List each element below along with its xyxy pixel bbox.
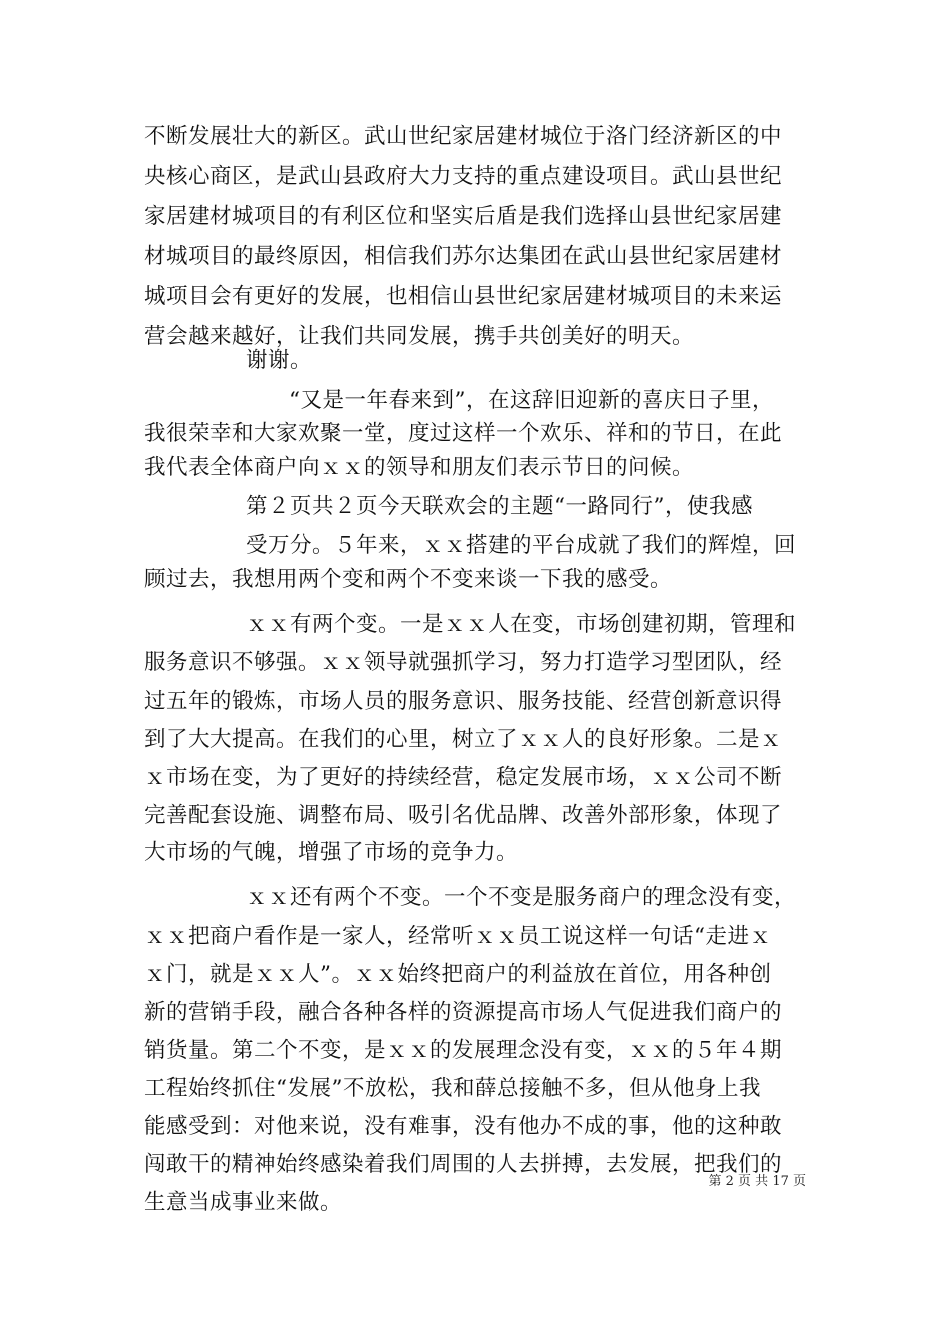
text-line: 到了大大提高。在我们的心里，树立了ｘｘ人的良好形象。二是ｘ [144, 727, 783, 752]
text-line: 营会越来越好，让我们共同发展，携手共创美好的明天。 [144, 324, 695, 349]
text-line: ｘｘ有两个变。一是ｘｘ人在变，市场创建初期，管理和 [246, 612, 797, 637]
text-line: 生意当成事业来做。 [144, 1190, 343, 1215]
text-line: ｘ门，就是ｘｘ人”。ｘｘ始终把商户的利益放在首位，用各种创 [144, 962, 772, 987]
text-line: 谢谢。 [246, 348, 313, 373]
text-line: 过五年的锻炼，市场人员的服务意识、服务技能、经营创新意识得 [144, 689, 783, 714]
text-line: 大市场的气魄，增强了市场的竞争力。 [144, 840, 519, 865]
text-line: 第２页共２页今天联欢会的主题“一路同行”，使我感 [246, 494, 753, 519]
text-line: ｘｘ把商户看作是一家人，经常听ｘｘ员工说这样一句话“走进ｘ [144, 924, 772, 949]
text-line: 材城项目的最终原因，相信我们苏尔达集团在武山县世纪家居建材 [144, 244, 783, 269]
text-line: ｘ市场在变，为了更好的持续经营，稳定发展市场，ｘｘ公司不断 [144, 765, 783, 790]
text-line: 不断发展壮大的新区。武山世纪家居建材城位于洛门经济新区的中 [144, 124, 783, 149]
text-line: 工程始终抓住“发展”不放松，我和薛总接触不多，但从他身上我 [144, 1076, 761, 1101]
page-number-footer: 第 2 页 共 17 页 [708, 1174, 806, 1189]
text-line: 我代表全体商户向ｘｘ的领导和朋友们表示节日的问候。 [144, 455, 695, 480]
text-line: 能感受到：对他来说，没有难事，没有他办不成的事，他的这种敢 [144, 1114, 783, 1139]
text-line: 完善配套设施、调整布局、吸引名优品牌、改善外部形象，体现了 [144, 803, 783, 828]
text-line: 顾过去，我想用两个变和两个不变来谈一下我的感受。 [144, 567, 673, 592]
text-line: 家居建材城项目的有利区位和坚实后盾是我们选择山县世纪家居建 [144, 204, 783, 229]
text-line: 城项目会有更好的发展，也相信山县世纪家居建材城项目的未来运 [144, 284, 783, 309]
text-line: 闯敢干的精神始终感染着我们周围的人去拼搏，去发展，把我们的 [144, 1152, 783, 1177]
text-line: 新的营销手段，融合各种各样的资源提高市场人气促进我们商户的 [144, 1000, 783, 1025]
text-line: 央核心商区，是武山县政府大力支持的重点建设项目。武山县世纪 [144, 164, 783, 189]
text-line: 我很荣幸和大家欢聚一堂，度过这样一个欢乐、祥和的节日，在此 [144, 421, 783, 446]
text-line: 服务意识不够强。ｘｘ领导就强抓学习，努力打造学习型团队，经 [144, 650, 783, 675]
text-line: ｘｘ还有两个不变。一个不变是服务商户的理念没有变， [246, 885, 797, 910]
text-line: “又是一年春来到”，在这辞旧迎新的喜庆日子里， [289, 388, 774, 413]
text-line: 受万分。５年来，ｘｘ搭建的平台成就了我们的辉煌，回 [246, 533, 797, 558]
text-line: 销货量。第二个不变，是ｘｘ的发展理念没有变，ｘｘ的５年４期 [144, 1038, 783, 1063]
